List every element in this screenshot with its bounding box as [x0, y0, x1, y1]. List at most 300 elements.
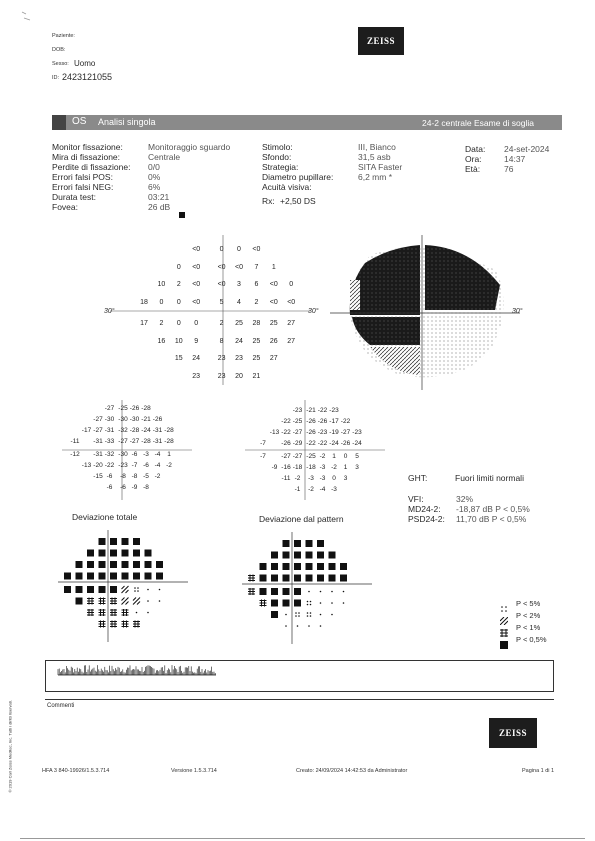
ght-value: Fuori limiti normali: [455, 473, 524, 483]
deviation-value: -6: [106, 473, 113, 480]
deviation-value: -28: [141, 405, 151, 412]
prob-symbol-p05: [110, 573, 117, 580]
prob-symbol-p05: [283, 575, 290, 582]
deviation-value: -30: [118, 451, 128, 458]
deviation-value: -22: [281, 429, 291, 436]
deviation-value: -3: [308, 475, 314, 482]
sensitivity-value: 0: [219, 246, 224, 253]
sensitivity-value: 24: [235, 337, 243, 345]
prob-symbol-p5: [307, 601, 312, 606]
deviation-value: -11: [281, 475, 291, 482]
legend-label: P < 5%: [516, 599, 541, 608]
sensitivity-value: 2: [219, 320, 224, 327]
sensitivity-value: 0: [176, 263, 181, 271]
index-label: MD24-2:: [408, 504, 441, 514]
deviation-value: -18: [292, 464, 303, 471]
deviation-value: -3: [331, 486, 337, 493]
deviation-value: 3: [343, 475, 348, 482]
deviation-value: -24: [329, 440, 339, 447]
comments-label: Commenti: [47, 703, 75, 709]
deviation-value: -25: [306, 453, 316, 460]
sensitivity-value: 4: [237, 298, 241, 306]
deviation-value: -17: [329, 418, 339, 425]
deviation-value: -4: [154, 462, 161, 469]
prob-symbol-p05: [329, 575, 336, 582]
prob-symbol-p05: [329, 552, 336, 559]
prob-symbol-p1: [133, 621, 140, 628]
prob-symbol-p5: [295, 612, 300, 617]
legend-label: P < 0,5%: [516, 635, 547, 644]
deviation-value: -11: [70, 438, 80, 445]
deviation-value: -25: [292, 418, 303, 425]
info-value: Centrale: [148, 152, 181, 162]
deviation-value: -2: [166, 462, 172, 469]
prob-symbol-p05: [306, 552, 313, 559]
deviation-value: -23: [352, 429, 362, 436]
prob-symbol-p1: [99, 621, 106, 628]
deviation-value: -23: [292, 407, 303, 414]
patient-dob-label: DOB:: [52, 47, 66, 53]
prob-symbol-normal: [159, 600, 161, 602]
prob-symbol-p05: [260, 588, 267, 595]
sensitivity-value: 7: [254, 263, 259, 271]
deviation-value: -21: [306, 407, 316, 414]
deviation-value: 5: [355, 453, 359, 460]
prob-symbol-p05: [317, 552, 324, 559]
info-label: Età:: [465, 164, 481, 174]
prob-symbol-p05: [76, 598, 83, 605]
deviation-value: -13: [269, 429, 280, 436]
deviation-value: -30: [129, 416, 140, 423]
copyright-side-text: © 2019 Carl Zeiss Meditec, Inc. Tutti i diritti riservati.: [7, 700, 13, 793]
prob-symbol-p05: [145, 561, 152, 568]
prob-symbol-normal: [297, 625, 299, 627]
deviation-value: -22: [281, 418, 291, 425]
sensitivity-value: 0: [289, 281, 294, 288]
sensitivity-value: 2: [254, 298, 259, 306]
deviation-value: -4: [319, 486, 326, 493]
prob-symbol-p5: [307, 612, 312, 617]
prob-symbol-normal: [320, 625, 322, 627]
prob-symbol-p5: [134, 587, 139, 592]
prob-symbol-normal: [147, 612, 149, 614]
patient-sex-value: Uomo: [74, 59, 96, 68]
prob-symbol-normal: [320, 602, 322, 604]
deviation-value: -30: [118, 416, 128, 423]
footer-model: HFA 3 840-19926/1.5.3.714: [42, 768, 110, 774]
footer-version: Versione 1.5.3.714: [171, 768, 217, 774]
prob-symbol-p05: [294, 600, 301, 607]
prob-symbol-p05: [145, 550, 152, 557]
sensitivity-value: 5: [219, 298, 224, 306]
info-label: Acuità visiva:: [262, 182, 312, 192]
info-label: Strategia:: [262, 162, 299, 172]
prob-symbol-p05: [99, 538, 106, 545]
analysis-type: Analisi singola: [98, 117, 156, 127]
deviation-value: -9: [271, 464, 278, 471]
prob-symbol-p05: [283, 600, 290, 607]
deviation-value: -4: [154, 451, 161, 458]
prob-symbol-normal: [320, 614, 322, 616]
deviation-value: -31: [152, 438, 163, 445]
deviation-value: 0: [332, 475, 336, 482]
deviation-value: -2: [331, 464, 337, 471]
zeiss-logo: ZEISS: [358, 27, 404, 55]
deviation-value: -22: [317, 440, 328, 447]
info-value: Monitoraggio sguardo: [148, 142, 231, 152]
info-label: Diametro pupillare:: [262, 172, 334, 182]
patient-name-label: Paziente:: [52, 33, 75, 39]
sensitivity-value: 26: [269, 337, 278, 345]
sensitivity-value: <0: [217, 281, 226, 288]
sensitivity-value: 27: [287, 337, 296, 345]
patient-id-value: 2423121055: [62, 72, 113, 82]
deviation-value: -27: [118, 438, 128, 445]
sensitivity-value: 6: [254, 281, 259, 288]
deviation-value: -22: [306, 440, 316, 447]
prob-symbol-p05: [110, 561, 117, 568]
prob-symbol-normal: [136, 612, 138, 614]
deviation-value: -3: [319, 475, 326, 482]
deviation-value: -27: [93, 416, 103, 423]
axis-label-right: 30°: [512, 308, 523, 315]
ght-label: GHT:: [408, 473, 428, 483]
fovea-marker: [179, 212, 185, 218]
deviation-value: -26: [340, 440, 351, 447]
prob-symbol-p05: [340, 563, 347, 570]
index-label: VFI:: [408, 494, 424, 504]
footer-rule: [20, 838, 585, 839]
deviation-value: -27: [93, 427, 103, 434]
sensitivity-value: <0: [269, 298, 278, 306]
prob-symbol-p05: [283, 588, 290, 595]
prob-symbol-p05: [156, 561, 163, 568]
prob-symbol-p05: [145, 573, 152, 580]
deviation-value: -25: [118, 405, 128, 412]
deviation-value: -28: [129, 427, 140, 434]
info-label: Mira di fissazione:: [52, 152, 121, 162]
prob-symbol-p2: [133, 598, 140, 605]
prob-symbol-p05: [122, 573, 129, 580]
prob-symbol-p05: [317, 540, 324, 547]
prob-symbol-p1: [99, 609, 106, 616]
prob-symbol-p05: [64, 586, 71, 593]
prob-symbol-p05: [99, 561, 106, 568]
info-label: Errori falsi POS:: [52, 172, 113, 182]
deviation-value: -27: [281, 453, 291, 460]
prob-symbol-p05: [317, 563, 324, 570]
prob-symbol-normal: [159, 589, 161, 591]
deviation-value: -2: [319, 453, 326, 460]
prob-symbol-p05: [271, 575, 278, 582]
deviation-value: -23: [317, 429, 328, 436]
sensitivity-value: <0: [287, 298, 296, 306]
zeiss-logo-bottom: ZEISS: [489, 718, 537, 748]
info-value: 6%: [148, 182, 161, 192]
sensitivity-plot: [110, 235, 310, 385]
sensitivity-value: 10: [157, 281, 166, 288]
prob-symbol-normal: [343, 591, 345, 593]
deviation-value: -15: [93, 473, 103, 480]
total-deviation-title: Deviazione totale: [72, 512, 138, 522]
index-value: 11,70 dB P < 0,5%: [456, 514, 527, 524]
info-value: 31,5 asb: [358, 152, 391, 162]
deviation-value: -6: [143, 462, 149, 469]
prob-symbol-p05: [122, 550, 129, 557]
prob-symbol-normal: [320, 591, 322, 593]
prob-symbol-p1: [248, 575, 255, 582]
prob-symbol-p05: [271, 588, 278, 595]
sensitivity-value: <0: [192, 298, 201, 306]
sensitivity-value: 2: [176, 281, 181, 288]
info-value: 76: [504, 164, 514, 174]
deviation-value: -7: [260, 453, 266, 460]
sensitivity-value: <0: [252, 246, 261, 253]
prob-symbol-p05: [294, 575, 301, 582]
info-value: 24-set-2024: [504, 144, 550, 154]
info-label: Errori falsi NEG:: [52, 182, 114, 192]
prob-symbol-p05: [306, 563, 313, 570]
index-value: -18,87 dB P < 0,5%: [456, 504, 530, 514]
sensitivity-value: 15: [174, 355, 183, 362]
deviation-value: -32: [118, 427, 128, 434]
legend-p1-icon: [500, 624, 508, 632]
prob-symbol-normal: [285, 614, 287, 616]
eye-marker: [52, 115, 66, 130]
deviation-value: -6: [106, 484, 113, 491]
deviation-value: -22: [104, 462, 115, 469]
info-value: 0/0: [148, 162, 160, 172]
prob-symbol-p05: [99, 573, 106, 580]
prob-symbol-p1: [110, 621, 117, 628]
comments-divider: [45, 699, 554, 700]
prob-symbol-p05: [294, 588, 301, 595]
axis-label-left: 30°: [104, 308, 115, 315]
prob-symbol-p05: [306, 575, 313, 582]
prob-symbol-p05: [271, 611, 278, 618]
deviation-value: -31: [93, 438, 103, 445]
deviation-value: -2: [294, 475, 301, 482]
deviation-value: -31: [152, 427, 163, 434]
sensitivity-value: 23: [235, 355, 243, 362]
legend-label: P < 2%: [516, 611, 541, 620]
sensitivity-value: 9: [194, 337, 199, 345]
prob-symbol-p05: [283, 563, 290, 570]
prob-symbol-p05: [260, 575, 267, 582]
deviation-value: -22: [317, 407, 328, 414]
pattern-deviation-axes: [245, 400, 385, 500]
info-label: Fovea:: [52, 202, 78, 212]
deviation-value: -13: [81, 462, 92, 469]
deviation-value: -8: [143, 484, 149, 491]
prob-symbol-p05: [87, 586, 94, 593]
deviation-value: -6: [131, 451, 138, 458]
sensitivity-value: 0: [194, 320, 199, 327]
prob-symbol-p05: [340, 575, 347, 582]
deviation-value: -28: [164, 438, 174, 445]
info-label: Rx:: [262, 196, 275, 206]
prob-symbol-normal: [343, 602, 345, 604]
sensitivity-value: 1: [271, 263, 276, 271]
prob-symbol-p1: [87, 609, 94, 616]
prob-symbol-normal: [331, 602, 333, 604]
sensitivity-value: 2: [159, 320, 164, 327]
info-label: Stimolo:: [262, 142, 293, 152]
sensitivity-axes: [110, 235, 310, 385]
prob-symbol-p05: [99, 586, 106, 593]
deviation-value: -26: [152, 416, 163, 423]
deviation-value: -7: [260, 440, 266, 447]
deviation-value: -19: [329, 429, 339, 436]
info-value: +2,50 DS: [280, 196, 316, 206]
info-value: III, Bianco: [358, 142, 396, 152]
deviation-value: -12: [70, 451, 80, 458]
deviation-value: -7: [131, 462, 138, 469]
prob-symbol-p2: [122, 598, 129, 605]
legend-label: P < 1%: [516, 623, 541, 632]
prob-symbol-p1: [260, 600, 267, 607]
prob-symbol-p1: [110, 598, 117, 605]
sensitivity-value: 10: [174, 337, 183, 345]
deviation-value: -26: [306, 429, 316, 436]
prob-symbol-p05: [271, 563, 278, 570]
deviation-value: -26: [317, 418, 328, 425]
prob-symbol-p05: [317, 575, 324, 582]
info-label: Monitor fissazione:: [52, 142, 123, 152]
sensitivity-value: 24: [192, 355, 201, 362]
total-probability-plot: [58, 530, 188, 642]
info-value: 0%: [148, 172, 161, 182]
deviation-value: -21: [141, 416, 151, 423]
sensitivity-value: <0: [235, 263, 243, 271]
gaze-tracking-strip: [45, 660, 554, 692]
deviation-value: 1: [343, 464, 348, 471]
prob-symbol-p05: [329, 563, 336, 570]
prob-symbol-p05: [133, 573, 140, 580]
patient-id-label: ID:: [52, 75, 60, 81]
deviation-value: -26: [129, 405, 140, 412]
sensitivity-value: 16: [157, 337, 166, 345]
deviation-value: -23: [329, 407, 339, 414]
deviation-value: -18: [306, 464, 316, 471]
deviation-value: -32: [104, 451, 115, 458]
prob-symbol-p05: [294, 552, 301, 559]
patient-sex-label: Sesso:: [52, 61, 69, 67]
prob-symbol-p1: [87, 598, 94, 605]
sensitivity-value: 18: [140, 298, 148, 306]
deviation-value: -28: [141, 438, 151, 445]
prob-symbol-p05: [133, 550, 140, 557]
prob-symbol-p05: [156, 573, 163, 580]
prob-symbol-p05: [133, 538, 140, 545]
deviation-value: -2: [154, 473, 161, 480]
prob-symbol-normal: [331, 591, 333, 593]
prob-symbol-p05: [110, 538, 117, 545]
legend-p2-icon: [500, 612, 508, 620]
sensitivity-value: 25: [235, 320, 243, 327]
deviation-value: -27: [292, 453, 303, 460]
deviation-value: -26: [306, 418, 316, 425]
prob-symbol-p05: [110, 550, 117, 557]
footer-created: Creato: 24/09/2024 14:42:53 da Administrator: [296, 768, 408, 774]
sensitivity-value: 20: [235, 372, 243, 380]
sensitivity-value: 23: [217, 372, 226, 380]
prob-symbol-p1: [122, 621, 129, 628]
prob-symbol-normal: [147, 589, 149, 591]
deviation-value: -31: [93, 451, 103, 458]
sensitivity-value: 17: [140, 320, 148, 327]
deviation-value: -27: [292, 429, 303, 436]
deviation-value: -33: [104, 438, 115, 445]
deviation-value: -24: [352, 440, 362, 447]
sensitivity-value: 25: [269, 320, 278, 327]
eye-label: OS: [72, 116, 87, 127]
sensitivity-value: 0: [176, 298, 181, 306]
deviation-value: -23: [118, 462, 128, 469]
prob-symbol-p05: [294, 540, 301, 547]
prob-symbol-p1: [99, 598, 106, 605]
deviation-value: -16: [281, 464, 291, 471]
prob-symbol-normal: [147, 600, 149, 602]
index-label: PSD24-2:: [408, 514, 445, 524]
prob-symbol-p05: [283, 540, 290, 547]
deviation-value: 0: [343, 453, 348, 460]
prob-symbol-normal: [308, 591, 310, 593]
prob-symbol-p05: [76, 586, 83, 593]
sensitivity-value: 27: [287, 320, 296, 327]
info-value: 6,2 mm *: [358, 172, 393, 182]
info-label: Data:: [465, 144, 486, 154]
deviation-value: -8: [131, 473, 138, 480]
deviation-value: -2: [308, 486, 314, 493]
deviation-value: -27: [340, 429, 351, 436]
deviation-value: 3: [355, 464, 359, 471]
prob-symbol-p05: [294, 563, 301, 570]
deviation-value: -1: [294, 486, 301, 493]
deviation-value: -30: [104, 416, 115, 423]
corner-mark: [20, 10, 34, 24]
greyscale-plot: [330, 235, 520, 390]
sensitivity-value: 25: [252, 355, 261, 362]
deviation-value: -29: [292, 440, 303, 447]
prob-symbol-p05: [283, 552, 290, 559]
legend-p5-icon: [500, 600, 508, 608]
footer-page: Pagina 1 di 1: [522, 768, 555, 774]
legend-p05-icon: [500, 636, 508, 644]
prob-symbol-p1: [110, 609, 117, 616]
sensitivity-value: <0: [217, 263, 226, 271]
deviation-value: -24: [141, 427, 151, 434]
index-value: 32%: [456, 494, 474, 504]
deviation-value: -3: [319, 464, 326, 471]
deviation-value: -26: [281, 440, 291, 447]
prob-symbol-p05: [271, 552, 278, 559]
info-label: Durata test:: [52, 192, 96, 202]
sensitivity-value: 23: [192, 372, 201, 380]
deviation-value: -17: [81, 427, 92, 434]
sensitivity-value: 0: [237, 246, 241, 253]
sensitivity-value: 23: [217, 355, 226, 362]
sensitivity-value: <0: [192, 246, 201, 253]
prob-symbol-p05: [76, 561, 83, 568]
info-value: 03:21: [148, 192, 170, 202]
sensitivity-value: <0: [192, 281, 201, 288]
prob-symbol-p1: [248, 588, 255, 595]
prob-symbol-normal: [308, 625, 310, 627]
axis-label-mid: 30°: [308, 308, 319, 315]
deviation-value: -9: [131, 484, 138, 491]
sensitivity-value: <0: [192, 263, 201, 271]
